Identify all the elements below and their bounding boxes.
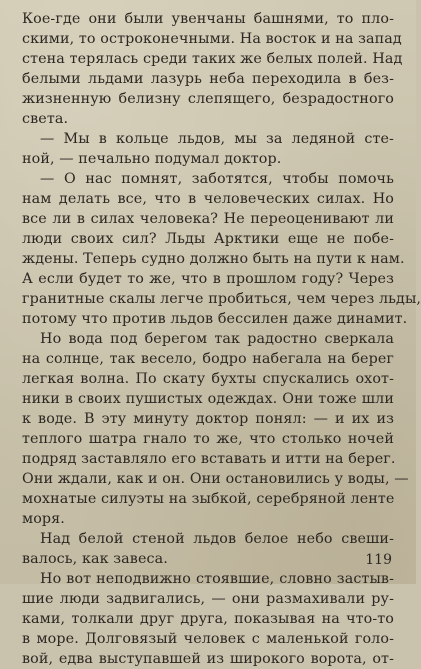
text-line: скими, то остроконечными. На восток и на запад <box>22 31 402 47</box>
text-line: стена терялась среди таких же белых полей. Над <box>22 51 403 67</box>
text-line: люди своих сил? Льды Арктики еще не побе- <box>22 231 394 247</box>
text-line: — Мы в кольце льдов, мы за ледяной сте- <box>40 131 394 147</box>
text-line: ники в своих пушистых одеждах. Они тоже шли <box>22 391 394 407</box>
text-line: шие люди задвигались, — они размахивали ру- <box>22 591 394 607</box>
text-line: света. <box>22 111 69 127</box>
text-line: Они ждали, как и он. Они остановились у воды, — <box>22 471 409 487</box>
text-line: жизненную белизну слепящего, безрадостного <box>22 91 394 107</box>
text-line: потому что против льдов бессилен даже динамит. <box>22 311 408 327</box>
text-line: ной, — печально подумал доктор. <box>22 151 282 167</box>
text-line: А если будет то же, что в прошлом году? Через <box>22 271 394 287</box>
text-line: подряд заставляло его вставать и итти на берег. <box>22 451 396 467</box>
text-line: вой, едва выступавшей из широкого ворота, от- <box>22 651 394 667</box>
text-line: в море. Долговязый человек с маленькой голо- <box>22 631 394 647</box>
text-line: гранитные скалы легче пробиться, чем через льды, <box>22 291 421 307</box>
text-line: белыми льдами лазурь неба переходила в без- <box>22 71 394 87</box>
text-line: на солнце, так весело, бодро набегала на берег <box>22 351 394 367</box>
text-line: все ли в силах человека? Не переоценивают ли <box>22 211 394 227</box>
body-text <box>22 9 421 669</box>
page-number: 119 <box>365 552 392 568</box>
text-line: ками, толкали друг друга, показывая на что-то <box>22 611 394 627</box>
text-line: Кое-где они были увенчаны башнями, то пло- <box>22 11 394 27</box>
text-line: Над белой стеной льдов белое небо свеши- <box>40 531 394 547</box>
text-line: теплого шатра гнало то же, что столько ночей <box>22 431 394 447</box>
text-line: моря. <box>22 511 65 527</box>
text-line: валось, как завеса. <box>22 551 168 567</box>
text-line: нам делать все, что в человеческих силах. Но <box>22 191 394 207</box>
text-line: легкая волна. По скату бухты спускались охот- <box>22 371 394 387</box>
text-line: ждены. Теперь судно должно быть на пути к нам. <box>22 251 405 267</box>
text-line: Но вода под берегом так радостно сверкала <box>40 331 394 347</box>
text-line: к воде. В эту минуту доктор понял: — и их из <box>22 411 394 427</box>
text-line: Но вот неподвижно стоявшие, словно застыв- <box>40 571 394 587</box>
text-line: мохнатые силуэты на зыбкой, серебряной ленте <box>22 491 395 507</box>
text-line: — О нас помнят, заботятся, чтобы помочь <box>40 171 394 187</box>
